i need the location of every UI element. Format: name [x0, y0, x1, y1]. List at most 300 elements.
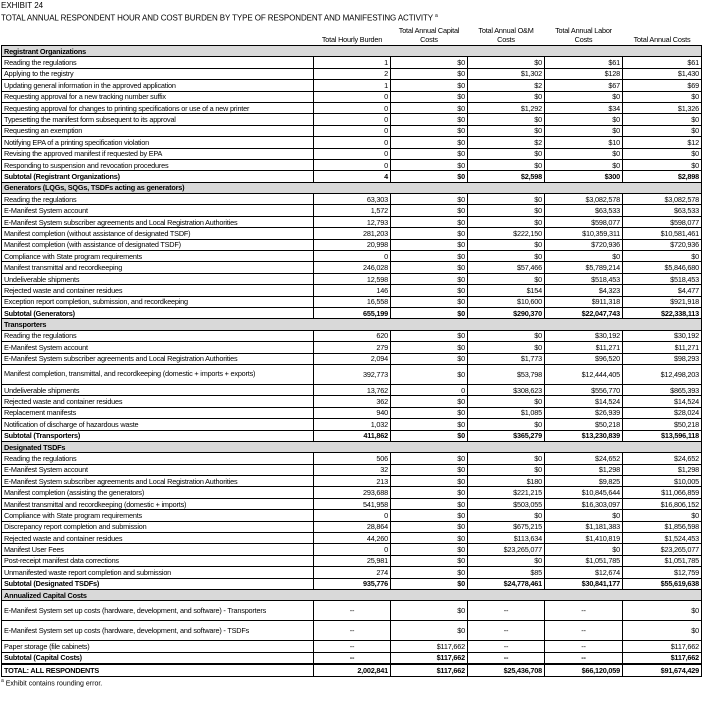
capital-costs-cell: $0 — [391, 453, 468, 464]
om-costs-cell: $113,634 — [468, 533, 545, 544]
total-costs-cell: $0 — [623, 125, 702, 136]
capital-costs-cell: $0 — [391, 102, 468, 113]
hourly-burden-cell: 146 — [314, 285, 391, 296]
labor-costs-cell: $63,533 — [545, 205, 623, 216]
section-title: Generators (LQGs, SQGs, TSDFs acting as generators) — [2, 182, 702, 193]
labor-costs-cell: $0 — [545, 114, 623, 125]
hourly-burden-cell: 411,862 — [314, 430, 391, 441]
labor-costs-cell: $13,230,839 — [545, 430, 623, 441]
total-costs-cell: $0 — [623, 621, 702, 641]
hourly-burden-cell: 935,776 — [314, 578, 391, 589]
om-costs-cell: $57,466 — [468, 262, 545, 273]
subtotal-row — [2, 307, 702, 318]
hourly-burden-cell: 1,032 — [314, 419, 391, 430]
labor-costs-cell: $22,047,743 — [545, 307, 623, 318]
table-row — [2, 194, 702, 205]
om-costs-cell: $0 — [468, 396, 545, 407]
capital-costs-cell: $117,662 — [391, 652, 468, 664]
capital-costs-cell: $0 — [391, 194, 468, 205]
hourly-burden-cell: 44,260 — [314, 533, 391, 544]
table-row — [2, 205, 702, 216]
burden-table — [1, 22, 702, 677]
hourly-burden-cell: -- — [314, 621, 391, 641]
om-costs-cell: $0 — [468, 464, 545, 475]
table-row — [2, 621, 702, 641]
table-row — [2, 464, 702, 475]
hourly-burden-cell: 940 — [314, 407, 391, 418]
table-row — [2, 419, 702, 430]
capital-costs-cell: $0 — [391, 510, 468, 521]
hourly-burden-cell: 541,958 — [314, 498, 391, 509]
labor-costs-cell: $556,770 — [545, 384, 623, 395]
hourly-burden-cell: 2,002,841 — [314, 664, 391, 676]
labor-costs-cell: $4,323 — [545, 285, 623, 296]
subtotal-row — [2, 171, 702, 182]
labor-costs-cell: $0 — [545, 510, 623, 521]
om-costs-cell: $0 — [468, 453, 545, 464]
table-row — [2, 159, 702, 170]
total-costs-cell: $598,077 — [623, 216, 702, 227]
table-row — [2, 453, 702, 464]
total-costs-cell: $0 — [623, 148, 702, 159]
total-costs-cell: $91,674,429 — [623, 664, 702, 676]
om-costs-cell: $290,370 — [468, 307, 545, 318]
labor-costs-cell: $9,825 — [545, 476, 623, 487]
hourly-burden-cell: 12,598 — [314, 273, 391, 284]
labor-costs-cell: $911,318 — [545, 296, 623, 307]
section-title: Transporters — [2, 319, 702, 330]
grand-total-row — [2, 664, 702, 676]
table-row — [2, 114, 702, 125]
capital-costs-cell: $0 — [391, 91, 468, 102]
total-costs-cell: $2,898 — [623, 171, 702, 182]
header-hourly-burden: Total Hourly Burden — [321, 35, 383, 44]
labor-costs-cell: -- — [545, 641, 623, 652]
table-row — [2, 57, 702, 68]
section-header-row — [2, 589, 702, 600]
activity-label: Rejected waste and container residues — [2, 533, 314, 544]
activity-label: Reading the regulations — [2, 194, 314, 205]
labor-costs-cell: $10 — [545, 137, 623, 148]
total-costs-cell: $1,524,453 — [623, 533, 702, 544]
capital-costs-cell: $0 — [391, 68, 468, 79]
labor-costs-cell: $300 — [545, 171, 623, 182]
activity-label: Compliance with State program requirements — [2, 510, 314, 521]
total-costs-cell: $518,453 — [623, 273, 702, 284]
om-costs-cell: $0 — [468, 91, 545, 102]
capital-costs-cell: $0 — [391, 273, 468, 284]
section-header-row — [2, 46, 702, 57]
activity-label: Rejected waste and container residues — [2, 285, 314, 296]
labor-costs-cell: $11,271 — [545, 342, 623, 353]
table-row — [2, 510, 702, 521]
table-row — [2, 228, 702, 239]
total-costs-cell: $1,856,598 — [623, 521, 702, 532]
total-costs-cell: $3,082,578 — [623, 194, 702, 205]
labor-costs-cell: -- — [545, 621, 623, 641]
footnote — [1, 678, 703, 687]
activity-label: Paper storage (file cabinets) — [2, 641, 314, 652]
table-row — [2, 296, 702, 307]
header-activity — [2, 22, 314, 46]
total-costs-cell: $69 — [623, 80, 702, 91]
hourly-burden-cell: -- — [314, 641, 391, 652]
om-costs-cell: $53,798 — [468, 364, 545, 384]
labor-costs-cell: $0 — [545, 159, 623, 170]
capital-costs-cell: 0 — [391, 384, 468, 395]
table-row — [2, 555, 702, 566]
table-row — [2, 239, 702, 250]
om-costs-cell: $0 — [468, 148, 545, 159]
labor-costs-cell: $0 — [545, 544, 623, 555]
om-costs-cell: $308,623 — [468, 384, 545, 395]
total-costs-cell: $11,066,859 — [623, 487, 702, 498]
om-costs-cell: -- — [468, 621, 545, 641]
activity-label: Notifying EPA of a printing specification violation — [2, 137, 314, 148]
table-row — [2, 407, 702, 418]
labor-costs-cell: $3,082,578 — [545, 194, 623, 205]
table-row — [2, 544, 702, 555]
capital-costs-cell: $0 — [391, 555, 468, 566]
table-row — [2, 476, 702, 487]
om-costs-cell: $503,055 — [468, 498, 545, 509]
activity-label: TOTAL: ALL RESPONDENTS — [2, 664, 314, 676]
capital-costs-cell: $0 — [391, 251, 468, 262]
activity-label: Reading the regulations — [2, 453, 314, 464]
subtotal-row — [2, 578, 702, 589]
om-costs-cell: $0 — [468, 216, 545, 227]
capital-costs-cell: $0 — [391, 364, 468, 384]
labor-costs-cell: $50,218 — [545, 419, 623, 430]
hourly-burden-cell: 1 — [314, 57, 391, 68]
hourly-burden-cell: 28,864 — [314, 521, 391, 532]
activity-label: Replacement manifests — [2, 407, 314, 418]
total-costs-cell: $921,918 — [623, 296, 702, 307]
total-costs-cell: $11,271 — [623, 342, 702, 353]
labor-costs-cell: $128 — [545, 68, 623, 79]
om-costs-cell: $0 — [468, 330, 545, 341]
activity-label: Manifest User Fees — [2, 544, 314, 555]
hourly-burden-cell: 620 — [314, 330, 391, 341]
hourly-burden-cell: 293,688 — [314, 487, 391, 498]
total-costs-cell: $55,619,638 — [623, 578, 702, 589]
labor-costs-cell: $12,444,405 — [545, 364, 623, 384]
hourly-burden-cell: 655,199 — [314, 307, 391, 318]
labor-costs-cell: -- — [545, 601, 623, 621]
total-costs-cell: $14,524 — [623, 396, 702, 407]
activity-label: Undeliverable shipments — [2, 273, 314, 284]
activity-label: Reading the regulations — [2, 330, 314, 341]
subtotal-row — [2, 652, 702, 664]
total-costs-cell: $22,338,113 — [623, 307, 702, 318]
table-row — [2, 285, 702, 296]
labor-costs-cell: $598,077 — [545, 216, 623, 227]
hourly-burden-cell: 0 — [314, 148, 391, 159]
labor-costs-cell: $67 — [545, 80, 623, 91]
labor-costs-cell: $61 — [545, 57, 623, 68]
om-costs-cell: $1,292 — [468, 102, 545, 113]
capital-costs-cell: $0 — [391, 262, 468, 273]
labor-costs-cell: $16,303,097 — [545, 498, 623, 509]
total-costs-cell: $50,218 — [623, 419, 702, 430]
activity-label: Revising the approved manifest if requested by EPA — [2, 148, 314, 159]
table-row — [2, 148, 702, 159]
activity-label: Undeliverable shipments — [2, 384, 314, 395]
hourly-burden-cell: 1 — [314, 80, 391, 91]
activity-label: Post-receipt manifest data corrections — [2, 555, 314, 566]
capital-costs-cell: $0 — [391, 407, 468, 418]
om-costs-cell: $0 — [468, 273, 545, 284]
total-costs-cell: $720,936 — [623, 239, 702, 250]
activity-label: Notification of discharge of hazardous waste — [2, 419, 314, 430]
table-row — [2, 521, 702, 532]
labor-costs-cell: $96,520 — [545, 353, 623, 364]
labor-costs-cell: $24,652 — [545, 453, 623, 464]
table-row — [2, 102, 702, 113]
hourly-burden-cell: 392,773 — [314, 364, 391, 384]
total-costs-cell: $24,652 — [623, 453, 702, 464]
table-body — [2, 46, 702, 677]
total-costs-cell: $5,846,680 — [623, 262, 702, 273]
om-costs-cell: $23,265,077 — [468, 544, 545, 555]
capital-costs-cell: $0 — [391, 464, 468, 475]
activity-label: Subtotal (Capital Costs) — [2, 652, 314, 664]
activity-label: Subtotal (Transporters) — [2, 430, 314, 441]
hourly-burden-cell: 0 — [314, 102, 391, 113]
table-row — [2, 273, 702, 284]
activity-label: E-Manifest System subscriber agreements and Local Registration Authorities — [2, 476, 314, 487]
total-costs-cell: $63,533 — [623, 205, 702, 216]
total-costs-cell: $117,662 — [623, 641, 702, 652]
labor-costs-cell: $1,298 — [545, 464, 623, 475]
om-costs-cell: $0 — [468, 194, 545, 205]
om-costs-cell: $0 — [468, 251, 545, 262]
activity-label: Rejected waste and container residues — [2, 396, 314, 407]
hourly-burden-cell: 12,793 — [314, 216, 391, 227]
activity-label: Subtotal (Generators) — [2, 307, 314, 318]
hourly-burden-cell: 63,303 — [314, 194, 391, 205]
table-row — [2, 216, 702, 227]
table-row — [2, 498, 702, 509]
table-row — [2, 137, 702, 148]
om-costs-cell: $0 — [468, 555, 545, 566]
header-total-costs: Total Annual Costs — [633, 35, 691, 44]
capital-costs-cell: $0 — [391, 621, 468, 641]
total-costs-cell: $1,430 — [623, 68, 702, 79]
capital-costs-cell: $0 — [391, 487, 468, 498]
total-costs-cell: $0 — [623, 114, 702, 125]
hourly-burden-cell: 0 — [314, 137, 391, 148]
om-costs-cell: $0 — [468, 114, 545, 125]
title-footnote-mark: a — [435, 13, 438, 19]
hourly-burden-cell: 2,094 — [314, 353, 391, 364]
capital-costs-cell: $0 — [391, 578, 468, 589]
activity-label: Reading the regulations — [2, 57, 314, 68]
subtotal-row — [2, 430, 702, 441]
table-row — [2, 641, 702, 652]
activity-label: Requesting an exemption — [2, 125, 314, 136]
om-costs-cell: $2,598 — [468, 171, 545, 182]
om-costs-cell: $0 — [468, 342, 545, 353]
labor-costs-cell: $0 — [545, 251, 623, 262]
hourly-burden-cell: 279 — [314, 342, 391, 353]
activity-label: Subtotal (Designated TSDFs) — [2, 578, 314, 589]
capital-costs-cell: $0 — [391, 307, 468, 318]
om-costs-cell: $24,778,461 — [468, 578, 545, 589]
table-row — [2, 80, 702, 91]
labor-costs-cell: $518,453 — [545, 273, 623, 284]
om-costs-cell: $675,215 — [468, 521, 545, 532]
hourly-burden-cell: 0 — [314, 544, 391, 555]
total-costs-cell: $4,477 — [623, 285, 702, 296]
om-costs-cell: $0 — [468, 205, 545, 216]
section-header-row — [2, 182, 702, 193]
activity-label: Applying to the registry — [2, 68, 314, 79]
capital-costs-cell: $0 — [391, 137, 468, 148]
section-title: Designated TSDFs — [2, 441, 702, 452]
capital-costs-cell: $0 — [391, 159, 468, 170]
total-costs-cell: $12,498,203 — [623, 364, 702, 384]
labor-costs-cell: $5,789,214 — [545, 262, 623, 273]
activity-label: Exception report completion, submission, and recordkeeping — [2, 296, 314, 307]
om-costs-cell: $0 — [468, 510, 545, 521]
total-costs-cell: $865,393 — [623, 384, 702, 395]
capital-costs-cell: $0 — [391, 430, 468, 441]
total-costs-cell: $30,192 — [623, 330, 702, 341]
capital-costs-cell: $0 — [391, 476, 468, 487]
om-costs-cell: $10,600 — [468, 296, 545, 307]
activity-label: E-Manifest System account — [2, 342, 314, 353]
total-costs-cell: $1,051,785 — [623, 555, 702, 566]
om-costs-cell: $0 — [468, 239, 545, 250]
capital-costs-cell: $0 — [391, 239, 468, 250]
capital-costs-cell: $0 — [391, 396, 468, 407]
hourly-burden-cell: 281,203 — [314, 228, 391, 239]
total-costs-cell: $13,596,118 — [623, 430, 702, 441]
hourly-burden-cell: 274 — [314, 567, 391, 578]
section-header-row — [2, 441, 702, 452]
total-costs-cell: $16,806,152 — [623, 498, 702, 509]
activity-label: Requesting approval for a new tracking number suffix — [2, 91, 314, 102]
total-costs-cell: $61 — [623, 57, 702, 68]
total-costs-cell: $1,298 — [623, 464, 702, 475]
activity-label: Manifest completion, transmittal, and recordkeeping (domestic + imports + exports) — [2, 364, 314, 384]
hourly-burden-cell: 20,998 — [314, 239, 391, 250]
labor-costs-cell: $66,120,059 — [545, 664, 623, 676]
om-costs-cell: $0 — [468, 57, 545, 68]
activity-label: E-Manifest System set up costs (hardware, development, and software) - Transporters — [2, 601, 314, 621]
capital-costs-cell: $0 — [391, 114, 468, 125]
total-costs-cell: $12 — [623, 137, 702, 148]
header-om-costs: Total Annual O&M Costs — [478, 26, 534, 44]
labor-costs-cell: $30,192 — [545, 330, 623, 341]
hourly-burden-cell: 1,572 — [314, 205, 391, 216]
hourly-burden-cell: 0 — [314, 159, 391, 170]
om-costs-cell: -- — [468, 641, 545, 652]
capital-costs-cell: $0 — [391, 296, 468, 307]
capital-costs-cell: $0 — [391, 205, 468, 216]
capital-costs-cell: $117,662 — [391, 664, 468, 676]
om-costs-cell: $222,150 — [468, 228, 545, 239]
hourly-burden-cell: 246,028 — [314, 262, 391, 273]
total-costs-cell: $23,265,077 — [623, 544, 702, 555]
total-costs-cell: $1,326 — [623, 102, 702, 113]
table-header — [2, 22, 702, 46]
total-costs-cell: $0 — [623, 510, 702, 521]
hourly-burden-cell: 32 — [314, 464, 391, 475]
activity-label: E-Manifest System subscriber agreements and Local Registration Authorities — [2, 353, 314, 364]
capital-costs-cell: $117,662 — [391, 641, 468, 652]
capital-costs-cell: $0 — [391, 216, 468, 227]
hourly-burden-cell: 0 — [314, 510, 391, 521]
activity-label: Manifest completion (without assistance of designated TSDF) — [2, 228, 314, 239]
om-costs-cell: $85 — [468, 567, 545, 578]
activity-label: Manifest transmittal and recordkeeping (domestic + imports) — [2, 498, 314, 509]
activity-label: E-Manifest System subscriber agreements and Local Registration Authorities — [2, 216, 314, 227]
capital-costs-cell: $0 — [391, 567, 468, 578]
hourly-burden-cell: 16,558 — [314, 296, 391, 307]
hourly-burden-cell: 4 — [314, 171, 391, 182]
om-costs-cell: $154 — [468, 285, 545, 296]
table-row — [2, 487, 702, 498]
labor-costs-cell: $1,410,819 — [545, 533, 623, 544]
table-row — [2, 353, 702, 364]
activity-label: E-Manifest System set up costs (hardware, development, and software) - TSDFs — [2, 621, 314, 641]
hourly-burden-cell: 506 — [314, 453, 391, 464]
activity-label: E-Manifest System account — [2, 205, 314, 216]
om-costs-cell: $2 — [468, 137, 545, 148]
table-row — [2, 567, 702, 578]
activity-label: Compliance with State program requirements — [2, 251, 314, 262]
capital-costs-cell: $0 — [391, 342, 468, 353]
total-costs-cell: $12,759 — [623, 567, 702, 578]
table-row — [2, 91, 702, 102]
capital-costs-cell: $0 — [391, 544, 468, 555]
labor-costs-cell: $0 — [545, 91, 623, 102]
table-row — [2, 262, 702, 273]
exhibit-label: EXHIBIT 24 — [1, 1, 44, 10]
total-costs-cell: $117,662 — [623, 652, 702, 664]
total-costs-cell: $10,005 — [623, 476, 702, 487]
om-costs-cell: $0 — [468, 419, 545, 430]
capital-costs-cell: $0 — [391, 419, 468, 430]
hourly-burden-cell: 25,981 — [314, 555, 391, 566]
capital-costs-cell: $0 — [391, 533, 468, 544]
activity-label: Typesetting the manifest form subsequent to its approval — [2, 114, 314, 125]
table-row — [2, 251, 702, 262]
table-row — [2, 396, 702, 407]
labor-costs-cell: $1,051,785 — [545, 555, 623, 566]
om-costs-cell: $0 — [468, 159, 545, 170]
section-title: Registrant Organizations — [2, 46, 702, 57]
table-row — [2, 364, 702, 384]
hourly-burden-cell: 213 — [314, 476, 391, 487]
activity-label: Manifest completion (with assistance of designated TSDF) — [2, 239, 314, 250]
total-costs-cell: $10,581,461 — [623, 228, 702, 239]
labor-costs-cell: $720,936 — [545, 239, 623, 250]
capital-costs-cell: $0 — [391, 80, 468, 91]
table-row — [2, 330, 702, 341]
activity-label: Discrepancy report completion and submission — [2, 521, 314, 532]
footnote-text: Exhibit contains rounding error. — [5, 679, 103, 687]
hourly-burden-cell: 0 — [314, 125, 391, 136]
section-title: Annualized Capital Costs — [2, 589, 702, 600]
total-costs-cell: $0 — [623, 91, 702, 102]
total-costs-cell: $0 — [623, 601, 702, 621]
labor-costs-cell: $34 — [545, 102, 623, 113]
total-costs-cell: $0 — [623, 159, 702, 170]
om-costs-cell: $25,436,708 — [468, 664, 545, 676]
